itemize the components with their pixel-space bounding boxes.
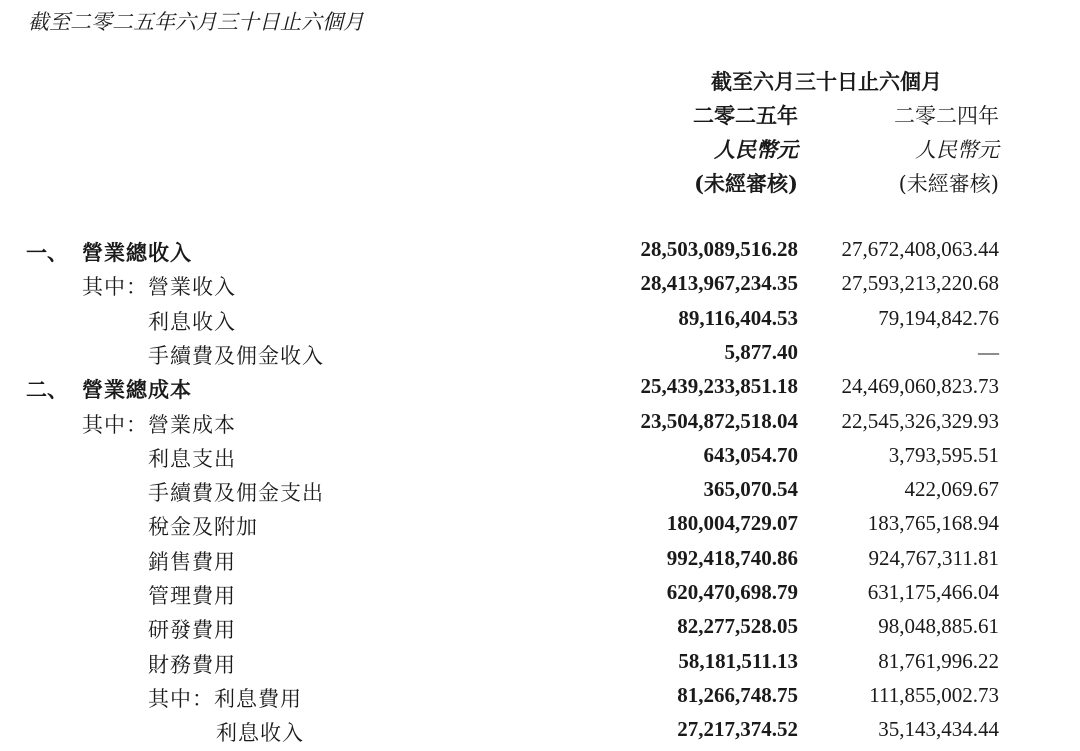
column-header-audit-current: (未經審核): [694, 171, 798, 196]
row-label: 營業總成本: [82, 377, 192, 403]
row-label: 手續費及佣金支出: [148, 481, 324, 506]
row-label: 稅金及附加: [148, 515, 258, 540]
table-row: [0, 443, 1080, 477]
row-label: 利息收入: [216, 721, 304, 746]
column-header-currency-prior: 人民幣元: [915, 138, 999, 162]
row-label: 利息收入: [148, 309, 236, 334]
value-current-period: 82,277,528.05: [677, 614, 798, 639]
value-prior-period: 81,761,996.22: [878, 648, 999, 673]
row-label: 研發費用: [148, 618, 236, 643]
table-row: [0, 237, 1080, 271]
value-current-period: 58,181,511.13: [678, 648, 798, 673]
table-row: [0, 477, 1080, 511]
table-row: [0, 546, 1080, 580]
table-row: [0, 683, 1080, 717]
value-current-period: 23,504,872,518.04: [640, 408, 798, 433]
value-prior-period: 422,069.67: [904, 477, 999, 502]
value-prior-period: 631,175,466.04: [867, 580, 999, 604]
row-label: 營業總收入: [82, 240, 192, 265]
value-current-period: 620,470,698.79: [666, 580, 798, 604]
value-current-period: 643,054.70: [703, 442, 798, 467]
value-current-period: 25,439,233,851.18: [640, 374, 798, 399]
value-prior-period: 3,793,595.51: [888, 442, 999, 467]
value-prior-period: 35,143,434.44: [878, 717, 999, 742]
value-current-period: 180,004,729.07: [666, 511, 798, 536]
value-prior-period: 22,545,326,329.93: [841, 408, 999, 433]
row-label: 其中：營業收入: [82, 275, 236, 300]
section-number: 一、: [26, 240, 68, 265]
column-header-year-prior: 二零二四年: [894, 104, 999, 128]
table-row: [0, 614, 1080, 648]
table-row: [0, 306, 1080, 340]
row-label: 利息支出: [148, 446, 236, 471]
value-current-period: 81,266,748.75: [677, 682, 798, 707]
value-current-period: 89,116,404.53: [678, 305, 798, 330]
value-current-period: 28,503,089,516.28: [640, 237, 798, 261]
row-label: 其中：營業成本: [82, 412, 236, 437]
table-row: [0, 649, 1080, 683]
value-prior-period: 24,469,060,823.73: [841, 374, 999, 399]
column-header-period: 截至六月三十日止六個月: [711, 69, 942, 94]
value-prior-period: 924,767,311.81: [868, 545, 999, 570]
section-number: 二、: [26, 377, 68, 403]
column-header-year-current: 二零二五年: [693, 103, 798, 128]
value-prior-period: 27,593,213,220.68: [841, 271, 999, 296]
value-current-period: 5,877.40: [724, 339, 798, 364]
value-prior-period: 98,048,885.61: [878, 614, 999, 639]
page-title: 截至二零二五年六月三十日止六個月: [28, 10, 364, 34]
value-current-period: 365,070.54: [703, 477, 798, 502]
value-current-period: 27,217,374.52: [677, 717, 798, 742]
value-prior-period: 111,855,002.73: [869, 682, 999, 707]
table-row: [0, 374, 1080, 408]
value-current-period: 28,413,967,234.35: [640, 271, 798, 296]
row-label: 手續費及佣金收入: [148, 343, 324, 368]
row-label: 其中：利息費用: [148, 686, 302, 711]
value-current-period: 992,418,740.86: [666, 545, 798, 570]
table-row: [0, 340, 1080, 374]
value-prior-period: 183,765,168.94: [867, 511, 999, 536]
value-prior-period: 79,194,842.76: [878, 305, 999, 330]
row-label: 管理費用: [148, 584, 236, 608]
table-row: [0, 511, 1080, 545]
column-header-audit-prior: (未經審核): [898, 172, 999, 196]
table-row: [0, 580, 1080, 614]
table-row: [0, 271, 1080, 305]
table-row: [0, 409, 1080, 443]
column-header-currency-current: 人民幣元: [714, 137, 798, 162]
value-prior-period: 27,672,408,063.44: [841, 237, 999, 261]
row-label: 財務費用: [148, 652, 236, 677]
value-prior-period: —: [978, 339, 999, 364]
row-label: 銷售費用: [148, 549, 236, 574]
